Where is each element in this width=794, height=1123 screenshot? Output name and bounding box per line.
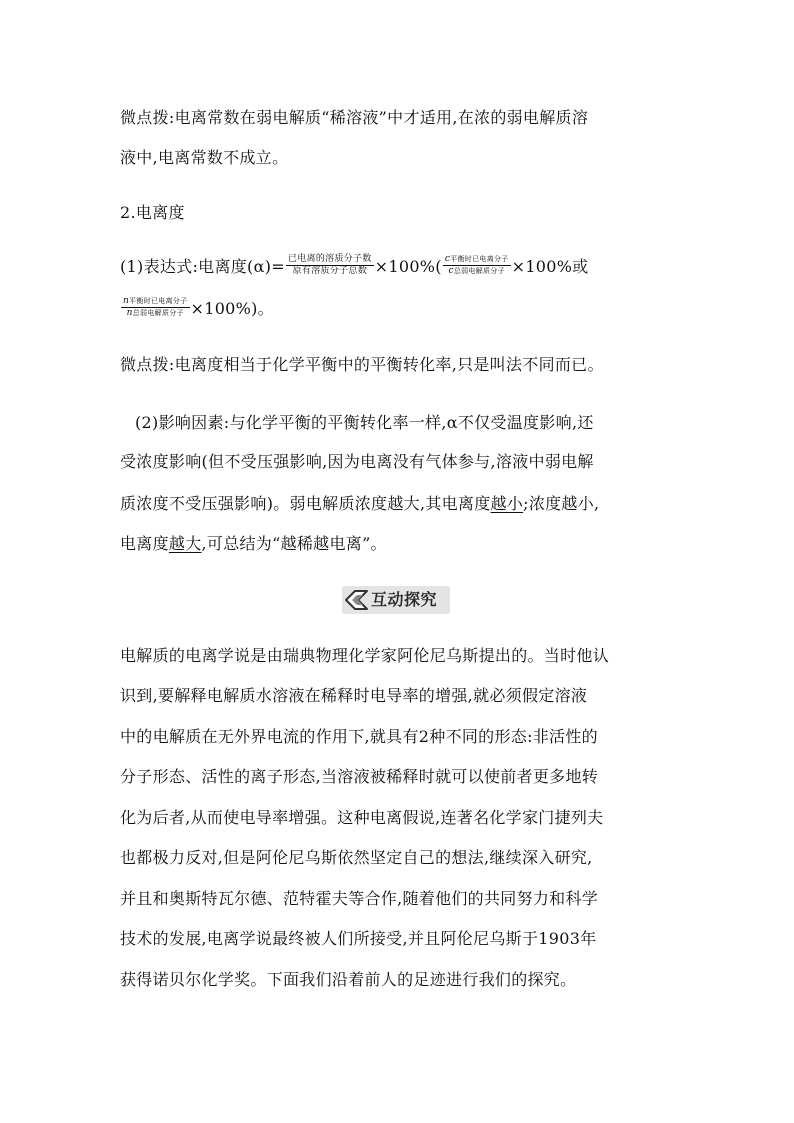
tag-icon <box>344 588 370 612</box>
c-variable: c <box>444 254 451 264</box>
factors-line4-text: 电离度 <box>120 534 169 553</box>
n-variable: n <box>123 296 130 306</box>
n-denominator-subscript: 总弱电解质分子 <box>132 309 184 317</box>
factors-line3-text: 质浓度不受压强影响)。弱电解质浓度越大,其电离度 <box>120 494 491 513</box>
tip-electrolyte-constant-line2: 液中,电离常数不成立。 <box>120 148 289 167</box>
passage-line: 识到,要解释电解质水溶液在稀释时电导率的增强,就必须假定溶液 <box>120 686 588 705</box>
formula-lead: (1)表达式:电离度(α)= <box>120 257 285 276</box>
fraction-ionized-over-total <box>286 254 374 277</box>
passage-line: 技术的发展,电离学说最终被人们所接受,并且阿伦尼乌斯于1903年 <box>120 929 597 948</box>
section-badge-interactive-exploration <box>342 586 450 614</box>
section-heading-ionization-degree: 2.电离度 <box>120 203 185 222</box>
formula-tail: ×100%)。 <box>190 299 275 318</box>
tip-electrolyte-constant-line1: 微点拨:电离常数在弱电解质“稀溶液”中才适用,在浓的弱电解质溶 <box>120 108 589 127</box>
fraction-moles <box>121 296 190 319</box>
passage-line: 并且和奥斯特瓦尔德、范特霍夫等合作,随着他们的共同努力和科学 <box>120 889 599 908</box>
formula-times100-or: ×100%或 <box>511 257 589 276</box>
passage-line: 电解质的电离学说是由瑞典物理化学家阿伦尼乌斯提出的。当时他认 <box>120 646 610 665</box>
badge-label: 互动探究 <box>371 590 438 609</box>
c-denominator-subscript: 总弱电解质分子 <box>453 267 505 275</box>
answer-underlined-larger: 越大 <box>168 534 202 553</box>
passage-line: 也都极力反对,但是阿伦尼乌斯依然坚定自己的想法,继续深入研究, <box>120 848 593 867</box>
factors-line3-tail: ;浓度越小, <box>523 494 600 513</box>
factors-line4 <box>120 534 387 554</box>
c-numerator-subscript: 平衡时已电离分子 <box>450 255 509 263</box>
passage-line: 化为后者,从而使电导率增强。这种电离假说,连著名化学家门捷列夫 <box>120 808 604 827</box>
factors-line3 <box>120 494 599 514</box>
tip-ionization-degree: 微点拨:电离度相当于化学平衡中的平衡转化率,只是叫法不同而已。 <box>120 355 604 374</box>
answer-underlined-smaller: 越小 <box>490 494 524 513</box>
formula-line <box>120 256 589 279</box>
c-variable: c <box>448 266 454 276</box>
n-numerator-subscript: 平衡时已电离分子 <box>129 297 188 305</box>
factors-line2: 受浓度影响(但不受压强影响,因为电离没有气体参与,溶液中弱电解 <box>120 452 594 471</box>
passage-line: 分子形态、活性的离子形态,当溶液被稀释时就可以使前者更多地转 <box>120 767 599 786</box>
passage-line: 中的电解质在无外界电流的作用下,就具有2种不同的形态:非活性的 <box>120 727 598 746</box>
formula-times100: ×100%( <box>374 257 442 276</box>
fraction-numerator: 已电离的溶质分子数 <box>287 254 372 264</box>
passage-line: 获得诺贝尔化学奖。下面我们沿着前人的足迹进行我们的探究。 <box>120 970 577 989</box>
n-variable: n <box>126 308 133 318</box>
fraction-concentration <box>443 254 511 277</box>
factors-line1: (2)影响因素:与化学平衡的平衡转化率一样,α不仅受温度影响,还 <box>135 413 594 432</box>
formula-line-2 <box>120 298 274 321</box>
fraction-denominator: 原有溶质分子总数 <box>292 266 367 276</box>
factors-line4-tail: ,可总结为“越稀越电离”。 <box>201 534 387 553</box>
